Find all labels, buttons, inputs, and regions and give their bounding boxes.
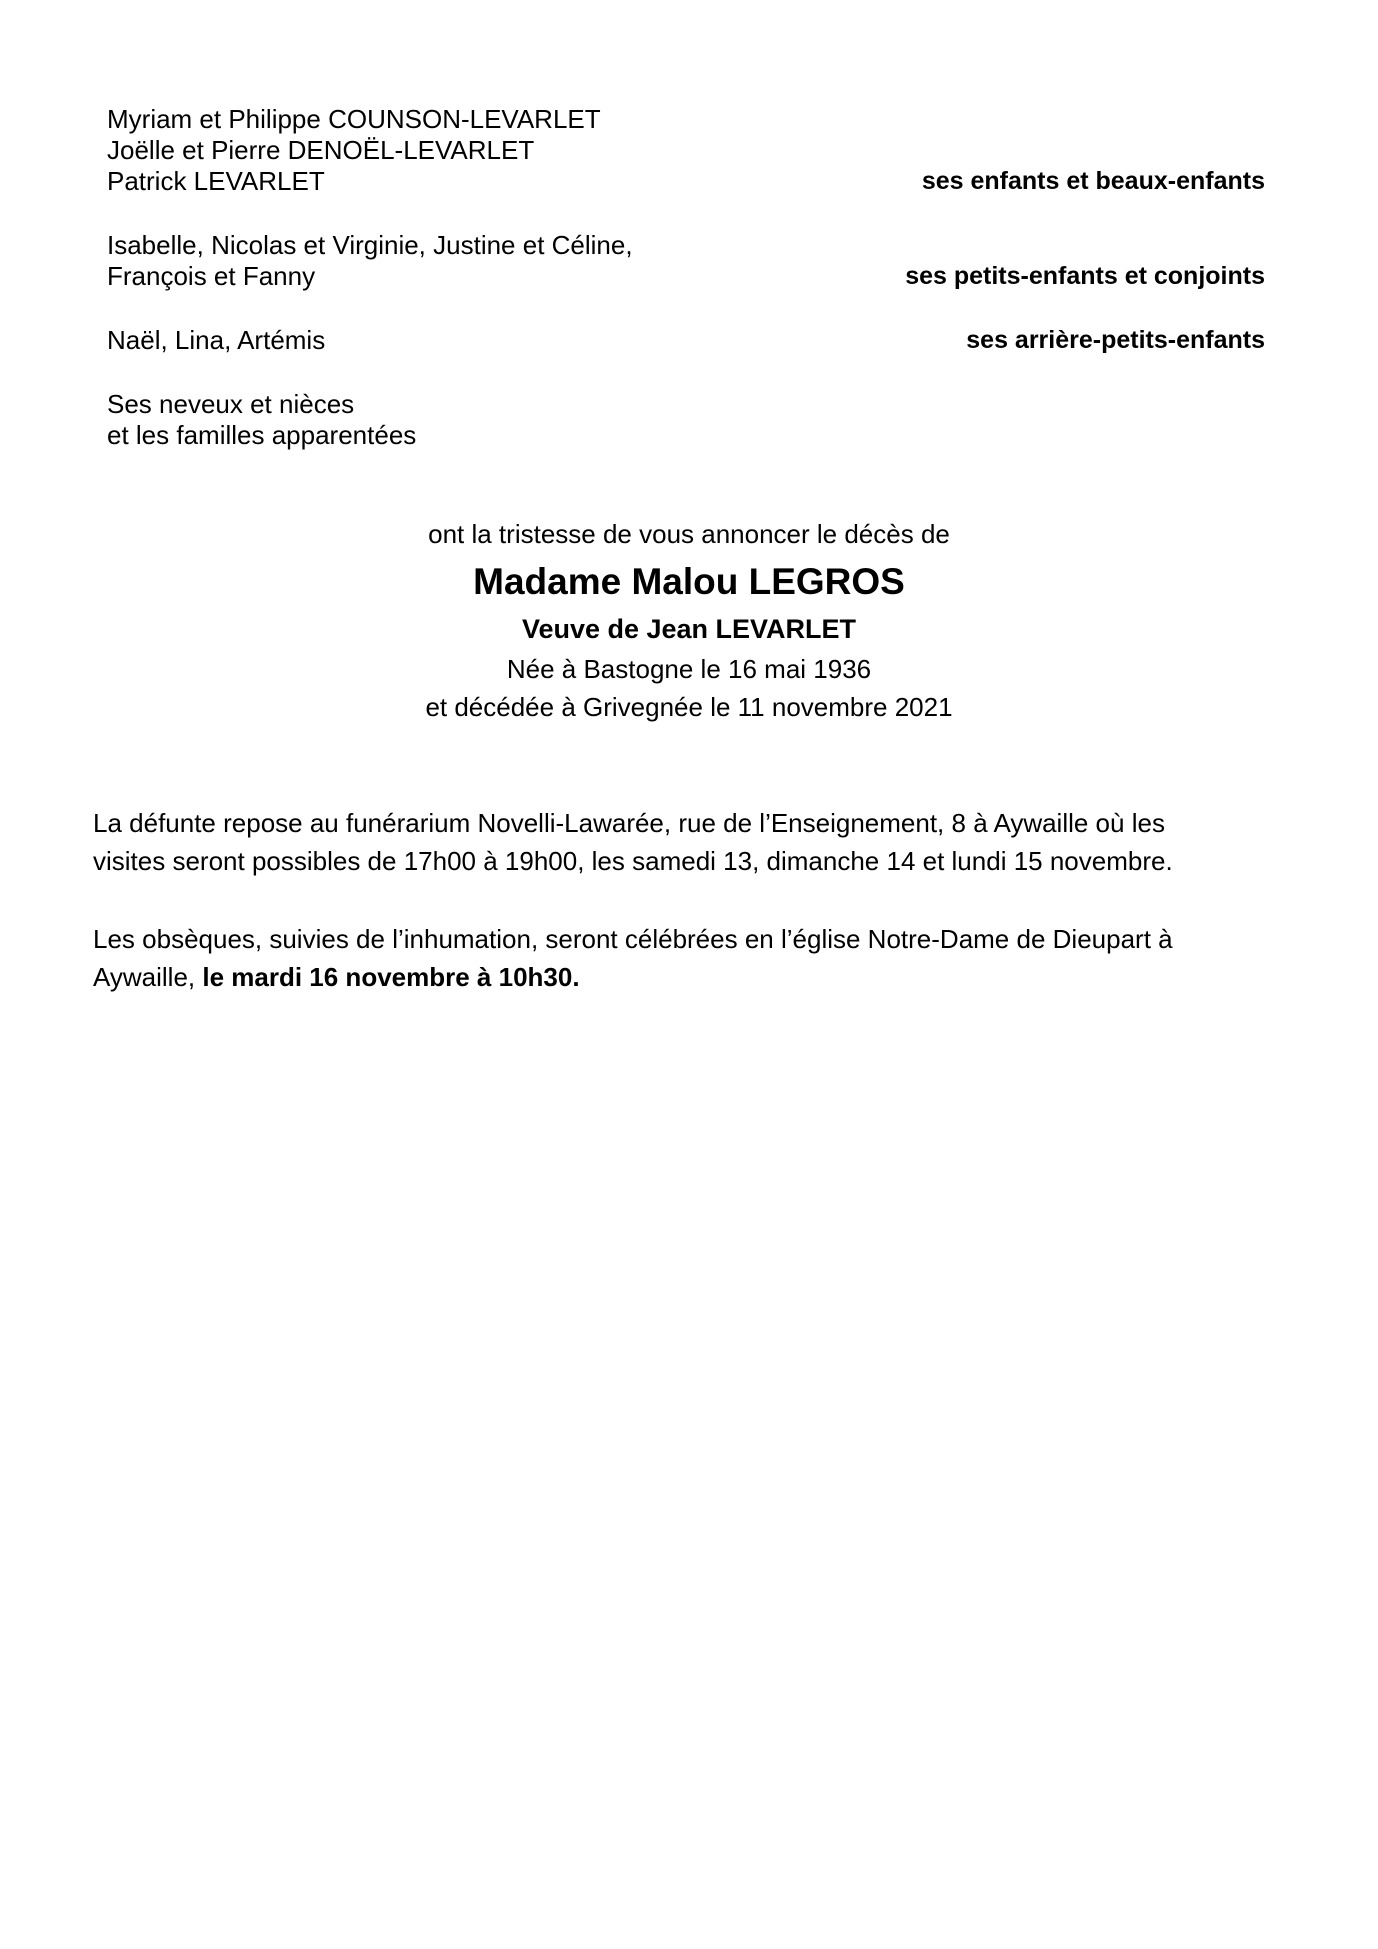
paragraph-line: La défunte repose au funérarium Novelli-Lawarée, rue de l’Enseignement, 8 à Aywaille où les <box>93 808 1165 838</box>
announcer-name-line: Isabelle, Nicolas et Virginie, Justine et Céline, <box>107 230 633 260</box>
announcer-name-line: François et Fanny <box>107 261 316 291</box>
announcement-intro: ont la tristesse de vous annoncer le décès de <box>428 519 950 549</box>
announcer-name-line: Patrick LEVARLET <box>107 166 325 196</box>
announcer-group-great-grandchildren <box>93 325 1265 356</box>
announcer-name-line: Myriam et Philippe COUNSON-LEVARLET <box>107 104 601 134</box>
death-line: et décédée à Grivegnée le 11 novembre 2021 <box>425 692 953 722</box>
relation-label-grandchildren: ses petits-enfants et conjoints <box>905 262 1265 290</box>
relation-label-great-grandchildren: ses arrière-petits-enfants <box>966 326 1265 354</box>
service-datetime: le mardi 16 novembre à 10h30. <box>202 962 580 992</box>
announcer-name-line: Joëlle et Pierre DENOËL-LEVARLET <box>107 135 535 165</box>
paragraph-line: visites seront possibles de 17h00 à 19h00, les samedi 13, dimanche 14 et lundi 15 novembre. <box>93 846 1173 876</box>
paragraph-text-regular: Aywaille, <box>93 962 203 992</box>
announcer-names <box>107 325 325 356</box>
announcement-block <box>0 519 1378 726</box>
funeral-home-paragraph <box>93 804 1265 880</box>
announcer-group-grandchildren <box>93 230 1265 292</box>
paragraph-line: Les obsèques, suivies de l’inhumation, seront célébrées en l’église Notre-Dame de Dieupart à <box>93 924 1173 954</box>
announcer-group-relatives <box>93 389 1265 451</box>
announcer-name-line: Naël, Lina, Artémis <box>107 325 326 355</box>
deceased-name: Madame Malou LEGROS <box>473 561 905 602</box>
announcer-names <box>107 230 633 292</box>
birth-line: Née à Bastogne le 16 mai 1936 <box>506 654 872 684</box>
relation-label-children: ses enfants et beaux-enfants <box>921 167 1265 195</box>
service-paragraph <box>93 920 1265 996</box>
announcer-name-line: Ses neveux et nièces <box>107 389 355 419</box>
paragraph-line <box>93 958 1265 996</box>
announcer-names <box>107 389 416 451</box>
announcer-names <box>107 104 601 197</box>
widow-line: Veuve de Jean LEVARLET <box>521 614 857 644</box>
announcer-group-children <box>93 104 1265 197</box>
announcer-name-line: et les familles apparentées <box>107 420 417 450</box>
